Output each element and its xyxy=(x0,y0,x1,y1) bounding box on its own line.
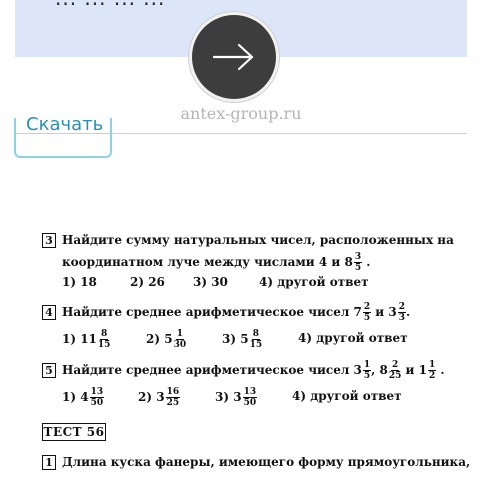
q5-fraction-3: $\frac{1}{2}$ xyxy=(428,360,436,381)
q4-text: Найдите среднее арифметическое чисел 7 xyxy=(62,305,362,319)
q5-answer-3: 3) 3 $\frac{13}{50}$ xyxy=(215,387,257,408)
q3-text-2: координатном луче между числами 4 и 8 xyxy=(62,255,353,269)
q4-fraction-1: $\frac{2}{5}$ xyxy=(363,302,371,323)
q4-number: 4 xyxy=(42,305,56,320)
q4-answer-4: 4) другой ответ xyxy=(298,331,408,345)
q4-answer-2: 2) 5 $\frac{1}{30}$ xyxy=(146,329,187,350)
download-label: Скачать xyxy=(26,114,104,135)
q4-answer-3: 3) 5 $\frac{8}{15}$ xyxy=(222,329,263,350)
q5-number: 5 xyxy=(42,363,56,378)
q4-answer-1: 1) 11 $\frac{8}{15}$ xyxy=(62,329,111,350)
q4-fraction-2: $\frac{2}{3}$ xyxy=(398,302,405,323)
q5-answer-2: 2) 3 $\frac{16}{25}$ xyxy=(138,387,180,408)
q4-line: 4 Найдите среднее арифметическое чисел 7 $\frac{2}{5}$ и 3 $\frac{2}{3}$ . xyxy=(42,302,410,323)
q5-sep-1: , 8 xyxy=(371,363,388,377)
q3-fraction: $\frac{3}{5}$ xyxy=(354,252,362,273)
q5-text: Найдите среднее арифметическое чисел 3 xyxy=(62,363,362,377)
q3-answer-2: 2) 26 xyxy=(130,275,165,289)
q3-answer-1: 1) 18 xyxy=(62,275,97,289)
q3-line1 xyxy=(42,233,454,248)
q4-mid: и 3 xyxy=(371,305,397,319)
q3-line2: координатном луче между числами 4 и 8 $\frac{3}{5}$ . xyxy=(62,252,371,273)
q5-fraction-1: $\frac{1}{5}$ xyxy=(363,360,371,381)
q3-text-1: Найдите сумму натуральных чисел, расположенных на xyxy=(62,233,454,247)
q3-answer-3: 3) 30 xyxy=(193,275,228,289)
q5-answer-4: 4) другой ответ xyxy=(292,389,402,403)
q3-answer-4: 4) другой ответ xyxy=(259,275,369,289)
q5-sep-2: и 1 xyxy=(401,363,427,377)
q5-line: 5 Найдите среднее арифметическое чисел 3 $\frac{1}{5}$ , 8 $\frac{2}{25}$ и 1 $\frac{1}{2}$ . xyxy=(42,360,445,381)
q1-line xyxy=(42,455,470,470)
watermark: antex-group.ru xyxy=(180,104,302,123)
q1-number: 1 xyxy=(42,455,56,470)
test-label: ТЕСТ 56 xyxy=(43,425,105,439)
q5-fraction-2: $\frac{2}{25}$ xyxy=(388,360,402,381)
q5-answer-1: 1) 4 $\frac{13}{50}$ xyxy=(62,387,104,408)
q1-text: Длина куска фанеры, имеющего форму прямоугольника, xyxy=(62,455,471,469)
q3-number: 3 xyxy=(42,233,56,248)
